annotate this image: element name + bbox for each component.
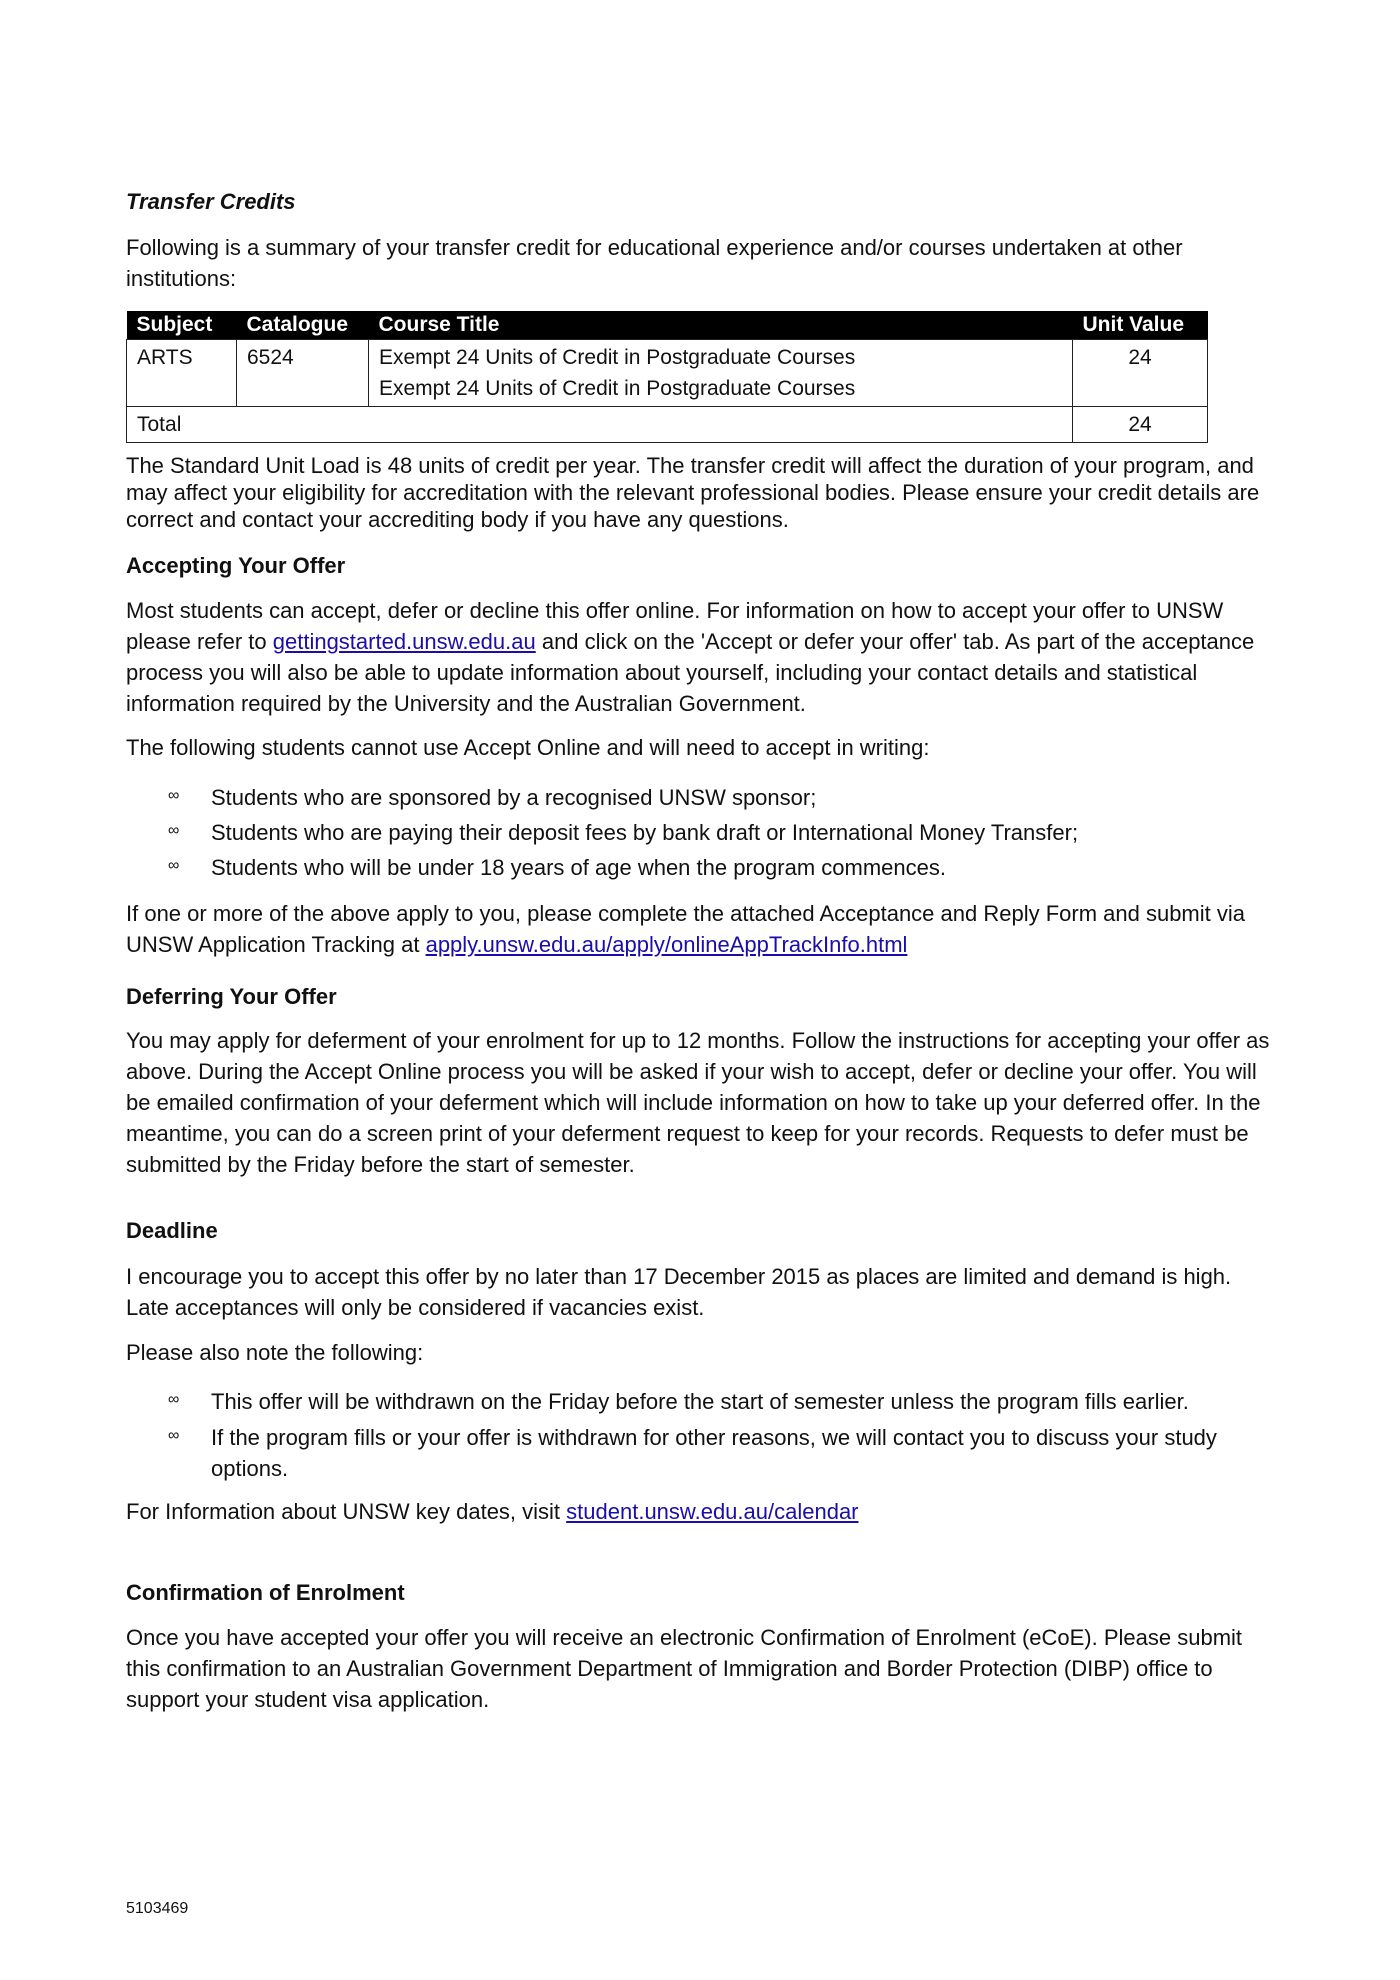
deferring-heading: Deferring Your Offer xyxy=(126,984,337,1009)
table-total-row xyxy=(127,407,1208,443)
total-label: Total xyxy=(127,407,1073,443)
text: Most students can accept, defer or decline this offer online. For information on how to accept your offer to UNSW please refer to xyxy=(126,598,1224,654)
bullet-icon: ∞ xyxy=(168,857,180,874)
text: For Information about UNSW key dates, visit xyxy=(126,1499,567,1524)
text: and click on the 'Accept or defer your offer' tab. As part of the acceptance process you will also be able to update information about yourself, including your contact details and statistical information required by the University and the Australian Government. xyxy=(126,629,1255,716)
list-item: This offer will be withdrawn on the Friday before the start of semester unless the program fills earlier. xyxy=(211,1389,1189,1414)
deadline-paragraph: I encourage you to accept this offer by no later than 17 December 2015 as places are limited and demand is high. Late acceptances will only be considered if vacancies exist. xyxy=(126,1264,1232,1320)
list-item: Students who are sponsored by a recognised UNSW sponsor; xyxy=(211,785,817,810)
transfer-credits-heading: Transfer Credits xyxy=(126,189,296,214)
list-item: Students who are paying their deposit fees by bank draft or International Money Transfer; xyxy=(211,820,1079,845)
deferring-paragraph: You may apply for deferment of your enrolment for up to 12 months. Follow the instructions for accepting your offer as above. During the Accept Online process you will be asked if your wish to accept, defer or decline your offer. You will be emailed confirmation of your deferment which will include information on how to take up your deferred offer. In the meantime, you can do a screen print of your deferment request to keep for your records. Requests to defer must be submitted by the Friday before the start of semester. xyxy=(126,1028,1270,1177)
bullet-icon: ∞ xyxy=(168,787,180,804)
course-title-line: Exempt 24 Units of Credit in Postgraduate Courses xyxy=(379,346,856,369)
application-tracking-paragraph xyxy=(126,898,1276,960)
cell-catalogue: 6524 xyxy=(237,340,369,407)
key-dates-paragraph xyxy=(126,1496,1276,1527)
bullet-icon: ∞ xyxy=(168,1427,180,1444)
bullet-icon: ∞ xyxy=(168,1391,180,1408)
transfer-credit-table xyxy=(126,311,1208,443)
calendar-link[interactable]: student.unsw.edu.au/calendar xyxy=(566,1499,859,1524)
col-unit-value: Unit Value xyxy=(1073,311,1208,340)
total-value: 24 xyxy=(1073,407,1208,443)
list-item: If the program fills or your offer is withdrawn for other reasons, we will contact you to discuss your study options. xyxy=(211,1425,1217,1481)
cell-course-title xyxy=(369,340,1073,407)
unit-load-note: The Standard Unit Load is 48 units of credit per year. The transfer credit will affect the duration of your program, and may affect your eligibility for accreditation with the relevant professional bodies. Please ensure your credit details are correct and contact your accrediting body if you have any questions. xyxy=(126,453,1260,532)
confirmation-heading: Confirmation of Enrolment xyxy=(126,1580,405,1605)
confirmation-paragraph: Once you have accepted your offer you will receive an electronic Confirmation of Enrolment (eCoE). Please submit this confirmation to an Australian Government Department of Immigration and Border Protection (DIBP) office to support your student visa application. xyxy=(126,1625,1243,1712)
accepting-paragraph xyxy=(126,595,1276,719)
accept-writing-paragraph: The following students cannot use Accept Online and will need to accept in writing: xyxy=(126,735,930,760)
transfer-intro: Following is a summary of your transfer credit for educational experience and/or courses undertaken at other institutions: xyxy=(126,235,1183,291)
course-title-line: Exempt 24 Units of Credit in Postgraduate Courses xyxy=(379,377,856,400)
deadline-heading: Deadline xyxy=(126,1218,218,1243)
gettingstarted-link[interactable]: gettingstarted.unsw.edu.au xyxy=(272,629,536,654)
app-tracking-link[interactable]: apply.unsw.edu.au/apply/onlineAppTrackInfo.html xyxy=(425,932,908,957)
table-row xyxy=(127,340,1208,407)
note-following: Please also note the following: xyxy=(126,1340,424,1365)
list-item: Students who will be under 18 years of age when the program commences. xyxy=(211,855,946,880)
cell-unit-value: 24 xyxy=(1073,340,1208,407)
document-id: 5103469 xyxy=(126,1900,189,1917)
cell-subject: ARTS xyxy=(127,340,237,407)
col-course-title: Course Title xyxy=(369,311,1073,340)
text: If one or more of the above apply to you, please complete the attached Acceptance and Reply Form and submit via UNSW Application Tracking at xyxy=(126,901,1245,957)
accepting-heading: Accepting Your Offer xyxy=(126,553,346,578)
col-subject: Subject xyxy=(127,311,237,340)
bullet-icon: ∞ xyxy=(168,822,180,839)
col-catalogue: Catalogue xyxy=(237,311,369,340)
